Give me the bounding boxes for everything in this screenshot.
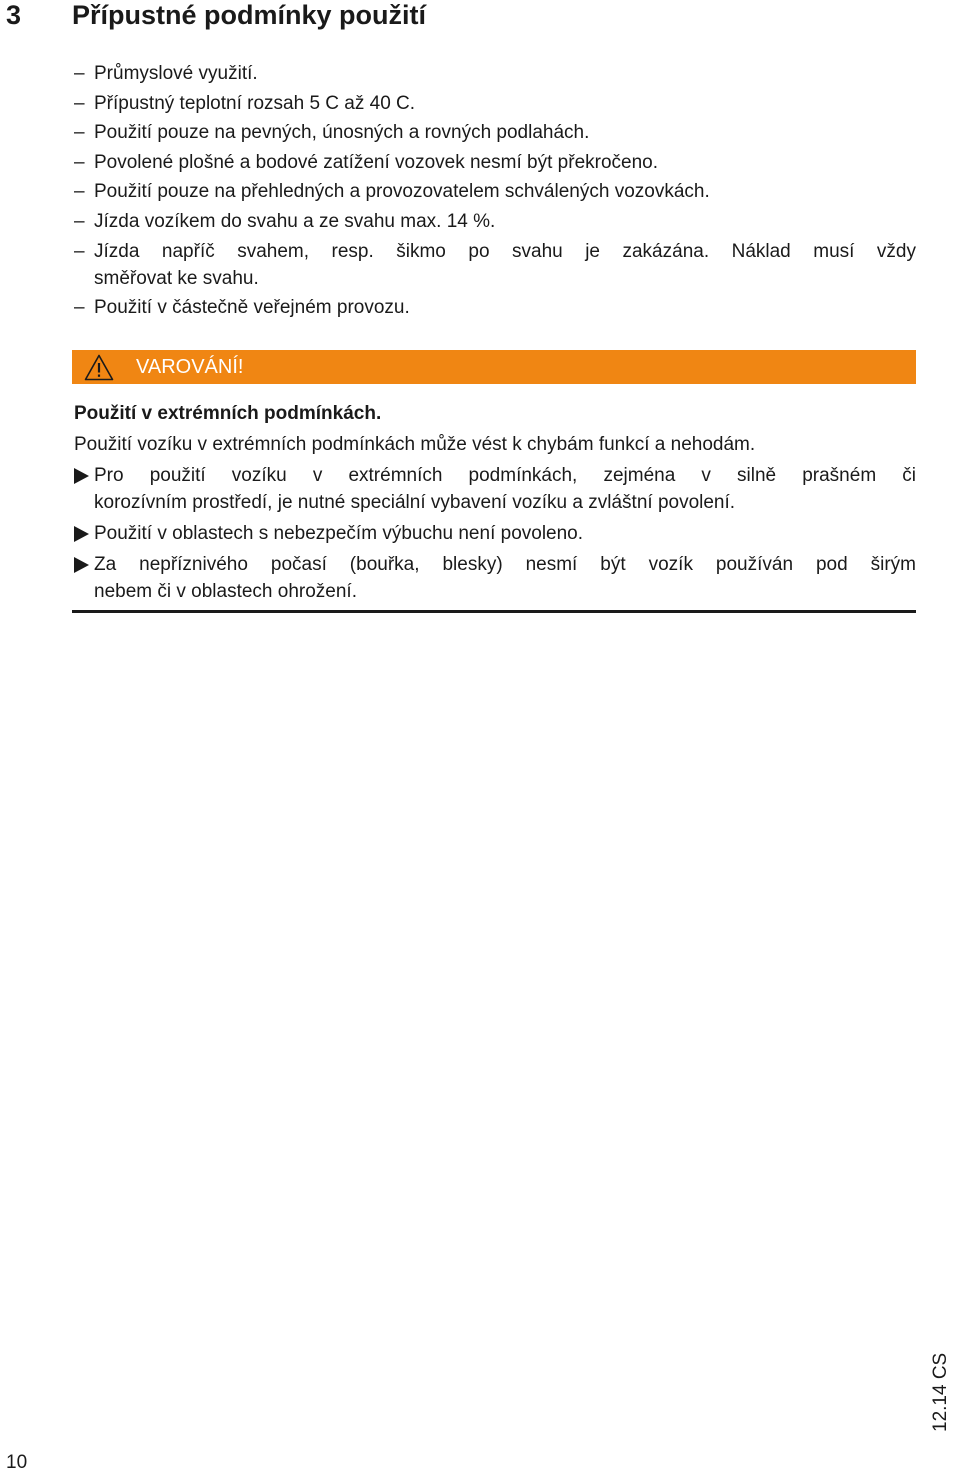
section-title: Přípustné podmínky použití [72,0,427,30]
list-item [74,551,916,605]
page-number: 10 [6,1452,28,1473]
list-item [74,90,916,117]
list-item [74,149,916,176]
edition-code: 12.14 CS [930,1352,951,1432]
dash-bullet-icon: – [74,63,85,84]
list-item [74,238,916,292]
dash-bullet-icon: – [74,210,85,232]
triangle-right-icon [74,468,89,484]
list-item [74,119,916,146]
warning-end-rule [72,610,916,613]
step-text-line2: nebem či v oblastech ohrožení. [94,581,357,602]
warning-title: Použití v extrémních podmínkách. [74,403,382,424]
warning-triangle-icon [84,354,114,381]
list-item [74,208,916,235]
list-item-text: Průmyslové využití. [94,63,258,84]
warning-banner [72,350,916,384]
dash-bullet-icon: – [74,297,85,319]
list-item [74,462,916,516]
dash-bullet-icon: – [74,181,85,203]
step-text-line1: Pro použití vozíku v extrémních podmínkách, zejména v silně prašném či [94,465,916,486]
warning-text: Použití vozíku v extrémních podmínkách může vést k chybám funkcí a nehodám. [74,434,756,455]
step-text-line1: Za nepříznivého počasí (bouřka, blesky) nesmí být vozík používán pod širým [94,554,916,575]
list-item [74,294,916,321]
dash-bullet-icon: – [74,240,85,262]
warning-steps [74,462,916,605]
list-item-text-line1: Jízda napříč svahem, resp. šikmo po svahu je zakázána. Náklad musí vždy [94,240,916,262]
list-item-text: Přípustný teplotní rozsah 5 C až 40 C. [94,92,416,114]
warning-body [74,400,916,609]
list-item [74,60,916,87]
warning-label: VAROVÁNÍ! [136,356,244,378]
list-item-text: Použití v částečně veřejném provozu. [94,297,410,319]
triangle-right-icon [74,526,89,542]
triangle-right-icon [74,557,89,573]
dash-bullet-icon: – [74,122,85,144]
conditions-list [74,60,916,324]
list-item-text-line2: směřovat ke svahu. [94,267,259,289]
dash-bullet-icon: – [74,151,85,173]
list-item [74,178,916,205]
list-item-text: Použití pouze na přehledných a provozovatelem schválených vozovkách. [94,181,710,203]
section-heading [6,0,426,30]
list-item-text: Povolené plošné a bodové zatížení vozovek nesmí být překročeno. [94,151,659,173]
dash-bullet-icon: – [74,92,85,114]
section-number: 3 [6,0,22,30]
list-item-text: Jízda vozíkem do svahu a ze svahu max. 14 %. [94,210,496,232]
list-item-text: Použití pouze na pevných, únosných a rovných podlahách. [94,122,590,144]
step-text-line1: Použití v oblastech s nebezpečím výbuchu není povoleno. [94,523,584,544]
step-text-line2: korozívním prostředí, je nutné speciální vybavení vozíku a zvláštní povolení. [94,492,736,513]
list-item [74,520,916,547]
